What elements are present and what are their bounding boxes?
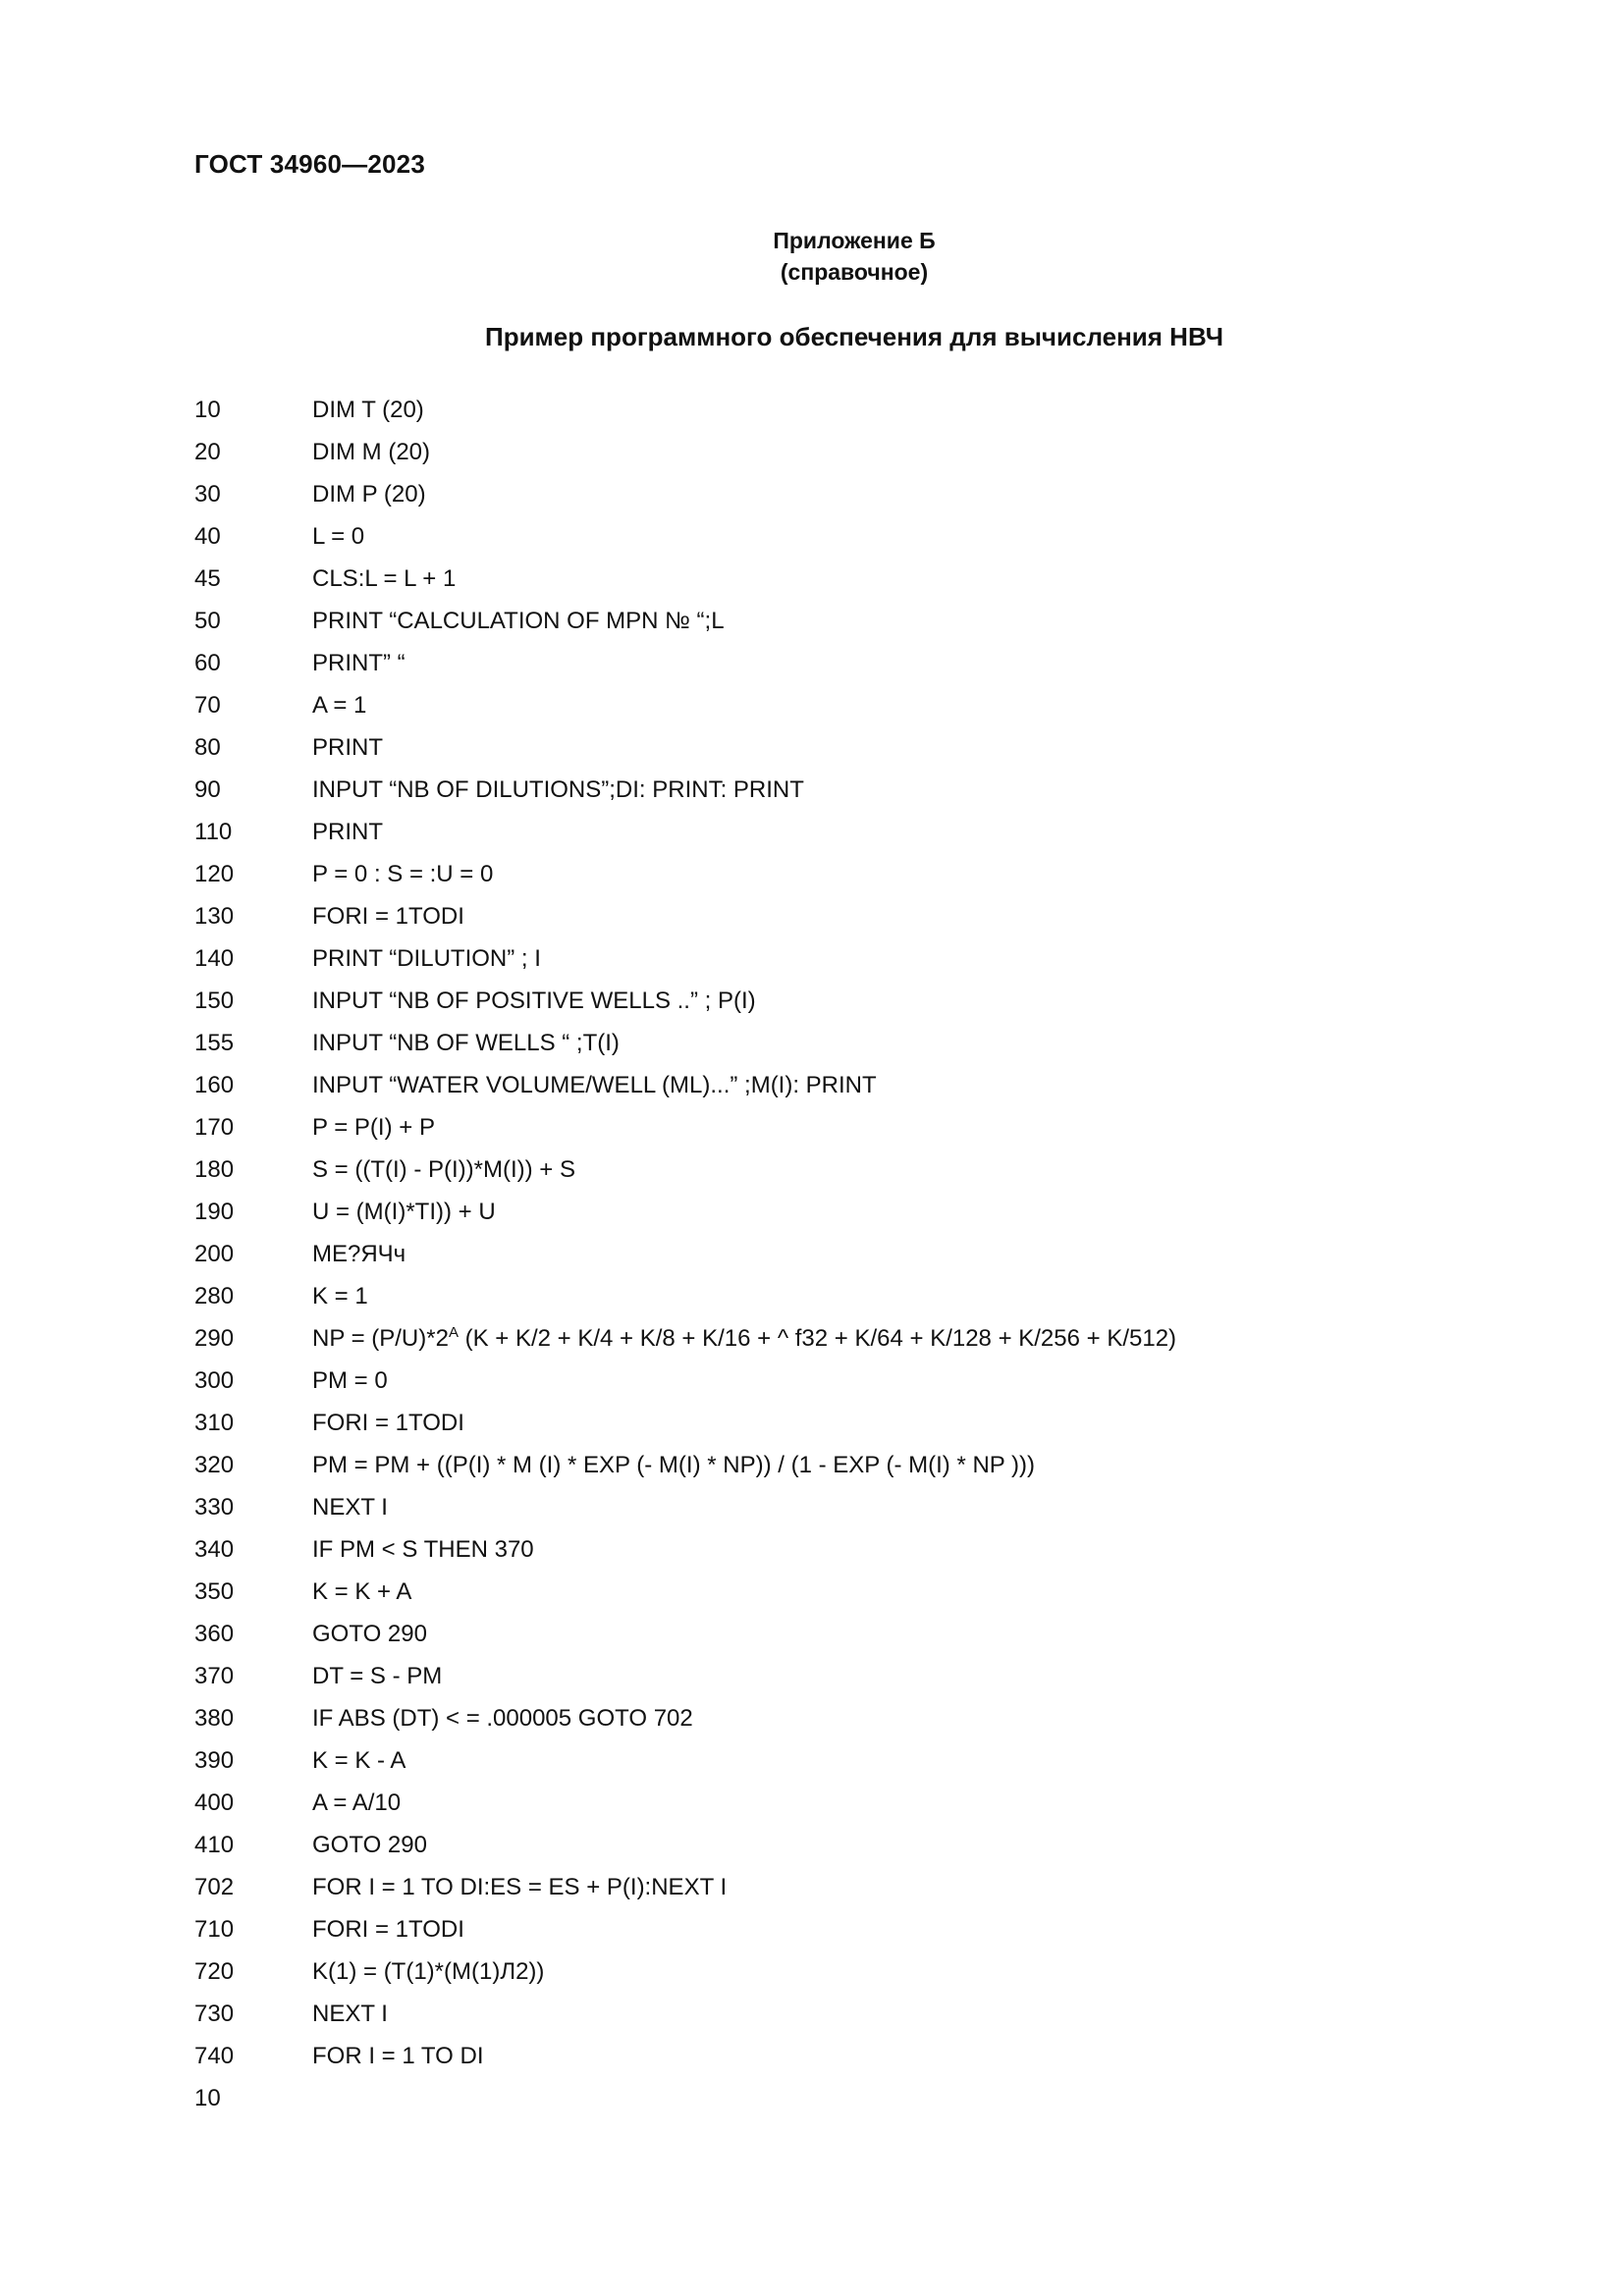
code-line — [194, 937, 1471, 980]
line-number: 140 — [194, 945, 235, 972]
line-code: INPUT “WATER VOLUME/WELL (ML)...” ;M(I): PRINT — [312, 1072, 877, 1098]
code-listing — [194, 389, 1471, 2077]
line-code: FOR I = 1 TO DI:ES = ES + P(I):NEXT I — [312, 1874, 728, 1900]
line-code — [312, 1325, 1176, 1352]
line-code: GOTO 290 — [312, 1621, 427, 1647]
code-line — [194, 1233, 1471, 1275]
line-number: 80 — [194, 734, 221, 761]
line-number: 40 — [194, 523, 221, 550]
code-line — [194, 1571, 1471, 1613]
document-code: ГОСТ 34960—2023 — [194, 149, 425, 179]
line-code: FOR I = 1 TO DI — [312, 2043, 484, 2069]
code-line — [194, 726, 1471, 769]
line-code: IF PM < S THEN 370 — [312, 1536, 534, 1563]
line-code: K = K + A — [312, 1578, 412, 1605]
line-number: 50 — [194, 608, 221, 634]
code-line — [194, 2035, 1471, 2077]
code-line — [194, 1655, 1471, 1697]
appendix-type: (справочное) — [780, 259, 929, 285]
line-code: INPUT “NB OF POSITIVE WELLS ..” ; P(I) — [312, 988, 756, 1014]
code-line — [194, 600, 1471, 642]
line-code: PRINT — [312, 734, 383, 761]
code-line — [194, 1148, 1471, 1191]
line-code: FORI = 1TODI — [312, 903, 464, 930]
line-number: 340 — [194, 1536, 235, 1563]
code-line — [194, 1824, 1471, 1866]
line-number: 200 — [194, 1241, 235, 1267]
section-title: Пример программного обеспечения для вычисления НВЧ — [485, 322, 1223, 351]
line-number: 170 — [194, 1114, 235, 1141]
line-code: FORI = 1TODI — [312, 1410, 464, 1436]
line-code: NEXT I — [312, 1494, 388, 1521]
line-code-start: NP = (P/U)*2 — [312, 1325, 449, 1352]
code-line — [194, 1317, 1471, 1360]
line-code: CLS:L = L + 1 — [312, 565, 457, 592]
line-code: S = ((T(I) - P(I))*M(I)) + S — [312, 1156, 575, 1183]
code-line — [194, 1613, 1471, 1655]
line-number: 120 — [194, 861, 235, 887]
line-code: A = A/10 — [312, 1789, 402, 1816]
line-number: 330 — [194, 1494, 235, 1521]
superscript: A — [448, 1324, 459, 1341]
line-code: K = K - A — [312, 1747, 406, 1774]
line-code: ME?ЯЧч — [312, 1241, 406, 1267]
line-code: K(1) = (T(1)*(M(1)Л2)) — [312, 1958, 545, 1985]
line-code: PRINT” “ — [312, 650, 406, 676]
code-line — [194, 980, 1471, 1022]
line-code: NEXT I — [312, 2001, 388, 2027]
line-number: 10 — [194, 397, 221, 423]
line-code: L = 0 — [312, 523, 365, 550]
line-number: 740 — [194, 2043, 235, 2069]
line-number: 390 — [194, 1747, 235, 1774]
line-number: 380 — [194, 1705, 235, 1732]
code-line — [194, 1866, 1471, 1908]
code-line — [194, 853, 1471, 895]
line-number: 130 — [194, 903, 235, 930]
line-code: DIM P (20) — [312, 481, 426, 507]
code-line — [194, 1993, 1471, 2035]
code-line — [194, 1360, 1471, 1402]
line-number: 370 — [194, 1663, 235, 1689]
code-line — [194, 1444, 1471, 1486]
line-code: PRINT “CALCULATION OF MPN № “;L — [312, 608, 725, 634]
code-line — [194, 431, 1471, 473]
code-line — [194, 1191, 1471, 1233]
line-number: 300 — [194, 1367, 235, 1394]
line-code: PM = 0 — [312, 1367, 388, 1394]
code-line — [194, 558, 1471, 600]
line-code: U = (M(I)*TI)) + U — [312, 1199, 496, 1225]
code-line — [194, 1022, 1471, 1064]
line-number: 155 — [194, 1030, 235, 1056]
code-line — [194, 1739, 1471, 1782]
code-line — [194, 1486, 1471, 1528]
line-number: 30 — [194, 481, 221, 507]
code-line — [194, 515, 1471, 558]
line-number: 20 — [194, 439, 221, 465]
line-number: 70 — [194, 692, 221, 719]
line-number: 410 — [194, 1832, 235, 1858]
line-code: GOTO 290 — [312, 1832, 427, 1858]
code-line — [194, 684, 1471, 726]
line-number: 310 — [194, 1410, 235, 1436]
line-number: 280 — [194, 1283, 235, 1309]
line-number: 60 — [194, 650, 221, 676]
line-number: 710 — [194, 1916, 235, 1943]
line-number: 320 — [194, 1452, 235, 1478]
code-line — [194, 389, 1471, 431]
code-line — [194, 1528, 1471, 1571]
line-number: 730 — [194, 2001, 235, 2027]
line-code: K = 1 — [312, 1283, 368, 1309]
line-number: 290 — [194, 1325, 235, 1352]
line-code: DIM M (20) — [312, 439, 430, 465]
appendix-label: Приложение Б — [773, 228, 936, 253]
code-line — [194, 473, 1471, 515]
code-line — [194, 1402, 1471, 1444]
line-number: 360 — [194, 1621, 235, 1647]
line-code: INPUT “NB OF WELLS “ ;T(I) — [312, 1030, 620, 1056]
code-line — [194, 769, 1471, 811]
line-code: FORI = 1TODI — [312, 1916, 464, 1943]
line-code: PM = PM + ((P(I) * M (I) * EXP (- M(I) * NP)) / (1 - EXP (- M(I) * NP ))) — [312, 1452, 1036, 1478]
line-code: DT = S - PM — [312, 1663, 443, 1689]
line-number: 45 — [194, 565, 221, 592]
line-code: PRINT “DILUTION” ; I — [312, 945, 541, 972]
line-number: 110 — [194, 819, 233, 845]
line-number: 190 — [194, 1199, 235, 1225]
code-line — [194, 811, 1471, 853]
code-line — [194, 1908, 1471, 1950]
line-code: IF ABS (DT) < = .000005 GOTO 702 — [312, 1705, 693, 1732]
line-code: DIM T (20) — [312, 397, 424, 423]
code-line — [194, 1782, 1471, 1824]
line-number: 90 — [194, 776, 221, 803]
line-code: A = 1 — [312, 692, 367, 719]
page-number: 10 — [194, 2085, 221, 2111]
line-code: P = 0 : S = :U = 0 — [312, 861, 494, 887]
code-line — [194, 1697, 1471, 1739]
line-number: 702 — [194, 1874, 235, 1900]
line-number: 400 — [194, 1789, 235, 1816]
code-line — [194, 642, 1471, 684]
line-code: P = P(I) + P — [312, 1114, 435, 1141]
line-code: INPUT “NB OF DILUTIONS”;DI: PRINT: PRINT — [312, 776, 804, 803]
code-line — [194, 1275, 1471, 1317]
code-line — [194, 1950, 1471, 1993]
line-number: 180 — [194, 1156, 235, 1183]
code-line — [194, 895, 1471, 937]
code-line — [194, 1106, 1471, 1148]
line-code: PRINT — [312, 819, 383, 845]
code-line — [194, 1064, 1471, 1106]
line-number: 160 — [194, 1072, 235, 1098]
line-number: 150 — [194, 988, 235, 1014]
line-code-end: (K + K/2 + K/4 + K/8 + K/16 + ^ f32 + K/64 + K/128 + K/256 + K/512) — [458, 1325, 1177, 1352]
line-number: 720 — [194, 1958, 235, 1985]
line-number: 350 — [194, 1578, 235, 1605]
